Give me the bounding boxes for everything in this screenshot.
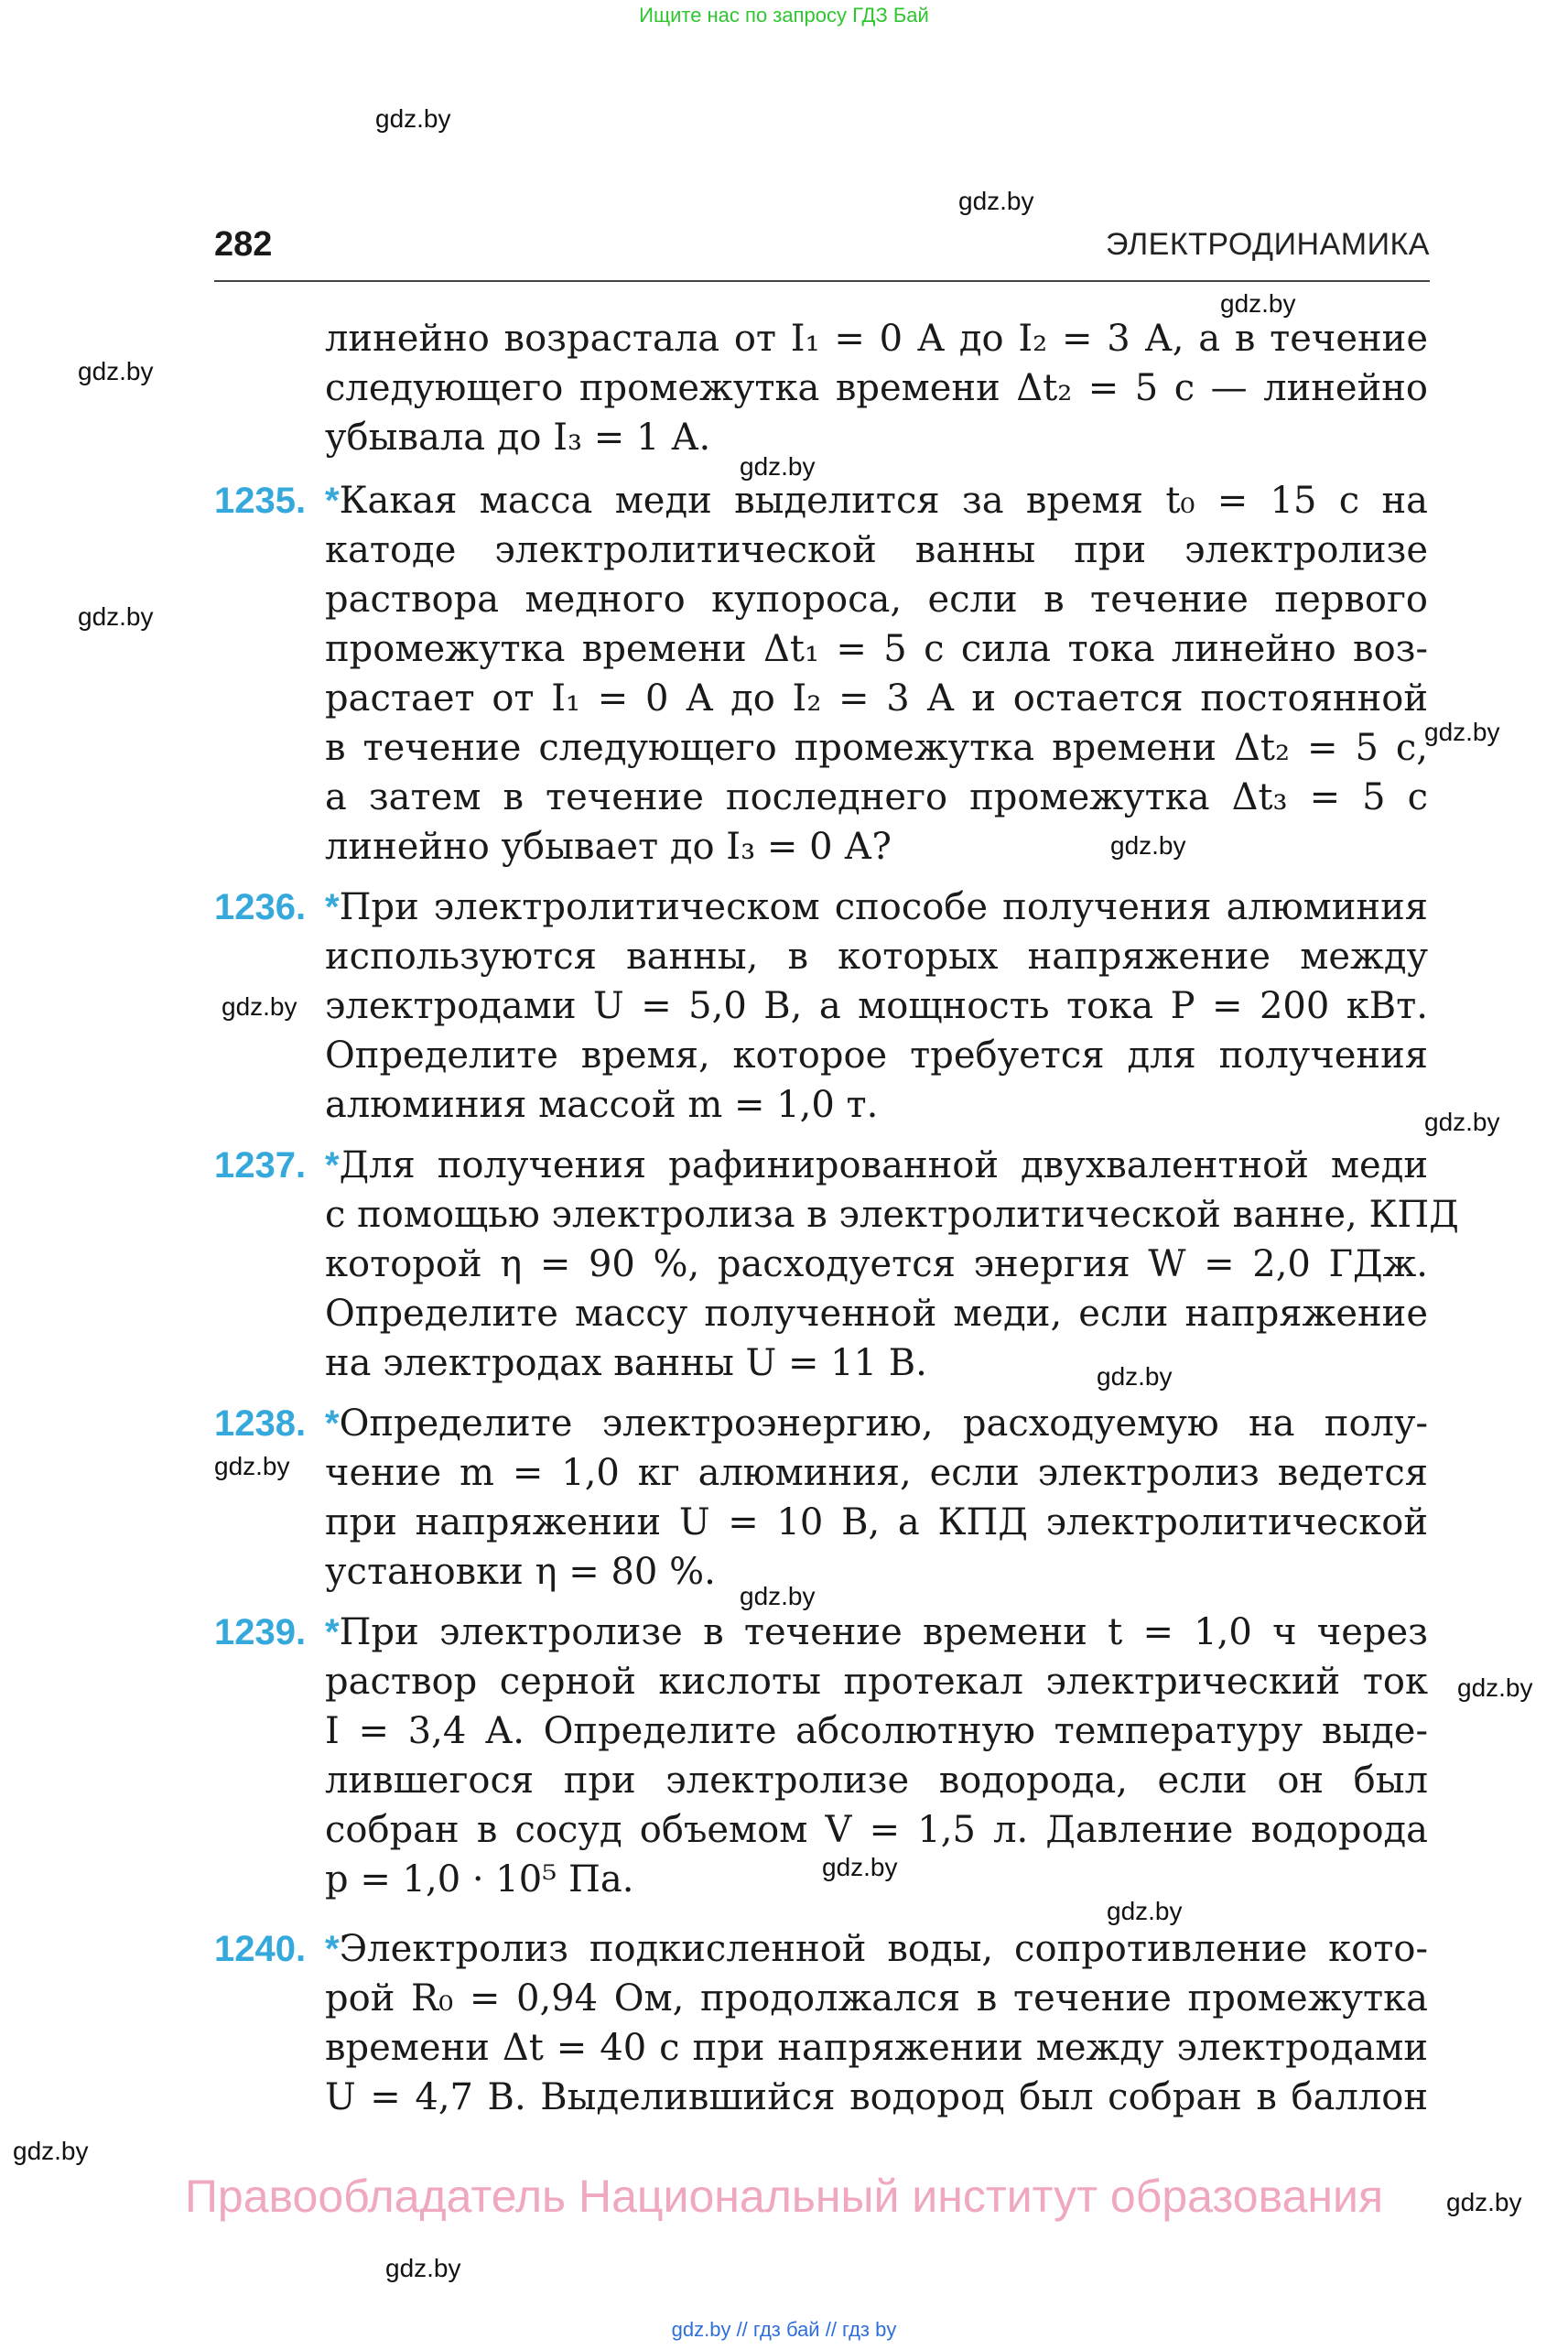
problem-number: 1236. bbox=[214, 887, 307, 927]
text-line bbox=[325, 476, 1428, 525]
text-line: следующего промежутка времени Δt₂ = 5 с — линейно bbox=[325, 367, 1428, 409]
text-span: Электролиз подкисленной воды, сопротивление кото- bbox=[339, 1928, 1428, 1970]
text-line: с помощью электролиза в электролитической ванне, КПД bbox=[325, 1194, 1459, 1236]
text-line bbox=[325, 1608, 1428, 1657]
text-line: на электродах ванны U = 11 В. bbox=[325, 1342, 927, 1384]
watermark: gdz.by bbox=[214, 1452, 290, 1480]
problem-number: 1240. bbox=[214, 1929, 307, 1969]
watermark: gdz.by bbox=[1446, 2188, 1522, 2216]
watermark: gdz.by bbox=[1097, 1362, 1173, 1391]
text-line: а затем в течение последнего промежутка Δt₃ = 5 с bbox=[325, 776, 1428, 818]
problem-number: 1237. bbox=[214, 1145, 307, 1186]
watermark: gdz.by bbox=[1424, 718, 1500, 746]
text-line: чение m = 1,0 кг алюминия, если электролиз ведется bbox=[325, 1452, 1428, 1494]
text-line: рой R₀ = 0,94 Ом, продолжался в течение промежутка bbox=[325, 1977, 1428, 2020]
watermark: gdz.by bbox=[1107, 1897, 1183, 1925]
text-line: раствора медного купороса, если в течение первого bbox=[325, 579, 1428, 621]
text-line: лившегося при электролизе водорода, если он был bbox=[325, 1760, 1428, 1802]
section-title: ЭЛЕКТРОДИНАМИКА bbox=[1106, 227, 1430, 262]
text-line: алюминия массой m = 1,0 т. bbox=[325, 1084, 879, 1126]
text-line: Определите время, которое требуется для получения bbox=[325, 1034, 1428, 1077]
watermark: gdz.by bbox=[375, 104, 451, 133]
text-span: Определите электроэнергию, расходуемую на полу- bbox=[339, 1402, 1428, 1445]
text-span: При электролитическом способе получения алюминия bbox=[339, 886, 1428, 928]
text-line bbox=[325, 1924, 1428, 1974]
watermark: gdz.by bbox=[740, 1582, 816, 1610]
star-mark: * bbox=[325, 481, 340, 521]
text-line: установки η = 80 %. bbox=[325, 1551, 716, 1593]
copyright-footer: Правообладатель Национальный институт образования bbox=[184, 2171, 1384, 2222]
text-line: p = 1,0 · 10⁵ Па. bbox=[325, 1858, 634, 1901]
text-line: в течение следующего промежутка времени Δt₂ = 5 с, bbox=[325, 727, 1428, 769]
text-line: электродами U = 5,0 В, а мощность тока P = 200 кВт. bbox=[325, 985, 1428, 1027]
text-line: раствор серной кислоты протекал электрический ток bbox=[325, 1661, 1428, 1703]
text-line: при напряжении U = 10 В, а КПД электролитической bbox=[325, 1501, 1428, 1543]
text-line: времени Δt = 40 с при напряжении между электродами bbox=[325, 2027, 1428, 2069]
text-span: Для получения рафинированной двухвалентной меди bbox=[339, 1144, 1428, 1186]
text-line: линейно убывает до I₃ = 0 А? bbox=[325, 826, 892, 868]
watermark: gdz.by bbox=[78, 357, 154, 385]
star-mark: * bbox=[325, 1612, 340, 1652]
problem-number: 1239. bbox=[214, 1612, 307, 1652]
header-rule bbox=[214, 280, 1430, 282]
text-line: используются ванны, в которых напряжение между bbox=[325, 936, 1428, 978]
watermark: gdz.by bbox=[1424, 1108, 1500, 1136]
watermark: gdz.by bbox=[822, 1853, 898, 1881]
top-note: Ищите нас по запросу ГДЗ Бай bbox=[639, 4, 929, 27]
star-mark: * bbox=[325, 1145, 340, 1186]
text-line: катоде электролитической ванны при электролизе bbox=[325, 529, 1428, 571]
text-line: U = 4,7 В. Выделившийся водород был собран в баллон bbox=[325, 2076, 1428, 2118]
watermark: gdz.by bbox=[1220, 289, 1296, 318]
text-line: которой η = 90 %, расходуется энергия W = 2,0 ГДж. bbox=[325, 1243, 1428, 1285]
watermark: gdz.by bbox=[13, 2137, 89, 2165]
text-line bbox=[325, 1141, 1428, 1190]
problem-number: 1238. bbox=[214, 1403, 307, 1444]
watermark: gdz.by bbox=[385, 2254, 461, 2282]
text-line: убывала до I₃ = 1 А. bbox=[325, 417, 711, 459]
text-span: Какая масса меди выделится за время t₀ = 15 с на bbox=[339, 480, 1428, 522]
watermark: gdz.by bbox=[222, 992, 297, 1021]
star-mark: * bbox=[325, 887, 340, 927]
text-line: промежутка времени Δt₁ = 5 с сила тока линейно воз- bbox=[325, 628, 1428, 670]
text-line: Определите массу полученной меди, если напряжение bbox=[325, 1293, 1428, 1335]
text-line: растает от I₁ = 0 А до I₂ = 3 А и остается постоянной bbox=[325, 677, 1428, 720]
watermark: gdz.by bbox=[740, 452, 816, 481]
text-line: I = 3,4 А. Определите абсолютную температуру выде- bbox=[325, 1710, 1428, 1752]
watermark: gdz.by bbox=[78, 602, 154, 631]
star-mark: * bbox=[325, 1929, 340, 1969]
watermark: gdz.by bbox=[958, 187, 1034, 215]
watermark: gdz.by bbox=[1110, 831, 1186, 860]
star-mark: * bbox=[325, 1403, 340, 1444]
page-number: 282 bbox=[214, 225, 273, 264]
text-line: собран в сосуд объемом V = 1,5 л. Давление водорода bbox=[325, 1809, 1428, 1851]
text-line: линейно возрастала от I₁ = 0 А до I₂ = 3 А, а в течение bbox=[325, 318, 1428, 360]
bottom-note: gdz.by // гдз бай // гдз by bbox=[671, 2318, 897, 2341]
text-span: При электролизе в течение времени t = 1,0 ч через bbox=[339, 1611, 1428, 1653]
problem-number: 1235. bbox=[214, 481, 307, 521]
text-line bbox=[325, 883, 1428, 932]
text-line bbox=[325, 1399, 1428, 1448]
watermark: gdz.by bbox=[1457, 1673, 1533, 1702]
